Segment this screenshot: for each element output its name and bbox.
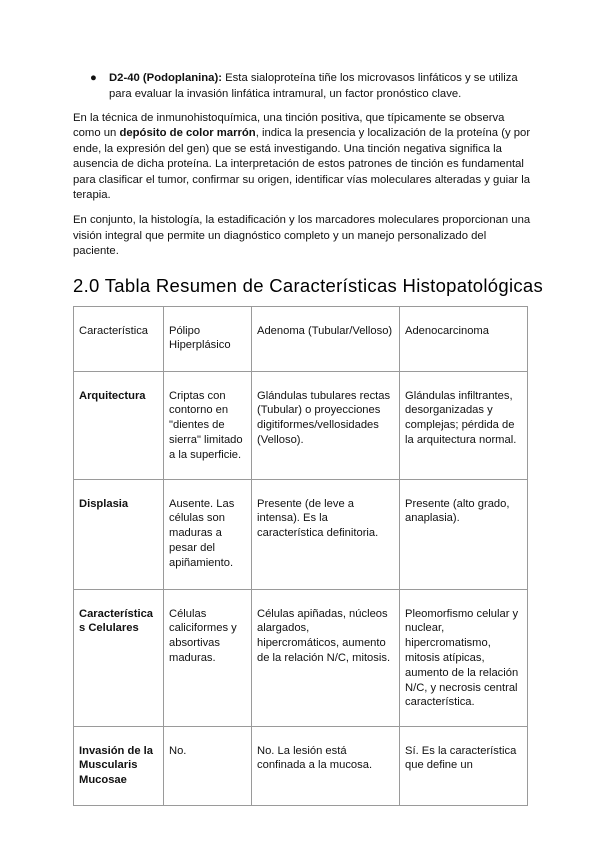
header-cell: Adenocarcinoma <box>400 306 528 371</box>
row-label: Arquitectura <box>74 371 164 479</box>
table-cell: Células apiñadas, núcleos alargados, hipercromáticos, aumento de la relación N/C, mitosis. <box>252 589 400 726</box>
row-label: Invasión de la Muscularis Mucosae <box>74 726 164 805</box>
paragraph-bold: depósito de color marrón <box>119 127 256 140</box>
bullet-term: D2-40 (Podoplanina): <box>109 72 222 84</box>
summary-table <box>73 306 528 806</box>
table-cell: Sí. Es la característica que define un <box>400 726 528 805</box>
bullet-text: Esta sialoproteína tiñe los microvasos linfáticos y se utiliza para evaluar la invasión linfática intramural, un factor pronóstico clave. <box>109 72 518 100</box>
table-cell: Ausente. Las células son maduras a pesar del apiñamiento. <box>164 479 252 589</box>
header-cell: Característica <box>74 306 164 371</box>
bullet-item-d2-40 <box>90 70 525 102</box>
paragraph-conclusion: En conjunto, la histología, la estadificación y los marcadores moleculares proporcionan una visión integral que permite un diagnóstico completo y un manejo personalizado del paciente. <box>73 214 531 258</box>
header-cell: Adenoma (Tubular/Velloso) <box>252 306 400 371</box>
table-header-row <box>74 306 528 371</box>
table-row <box>74 589 528 726</box>
row-label: Características Celulares <box>74 589 164 726</box>
table-cell: No. <box>164 726 252 805</box>
paragraph-text: En la técnica de inmunohistoquímica, una tinción positiva, que típicamente se observa como un <box>73 112 505 140</box>
paragraph-ihq <box>73 111 533 203</box>
table-cell: Presente (alto grado, anaplasia). <box>400 479 528 589</box>
table-row <box>74 479 528 589</box>
header-cell: Pólipo Hiperplásico <box>164 306 252 371</box>
table-cell: Pleomorfismo celular y nuclear, hipercromatismo, mitosis atípicas, aumento de la relación N/C, y necrosis central característica. <box>400 589 528 726</box>
table-cell: Presente (de leve a intensa). Es la característica definitoria. <box>252 479 400 589</box>
table-row <box>74 726 528 805</box>
paragraph-text: , indica la presencia y localización de la proteína (y por ende, la expresión del gen) que se está investigando. Una tinción negativa significa la ausencia de dicha proteína. La interpretación de estos patrones de tinción es fundamental para clasificar el tumor, confirmar su origen, identificar vías moleculares alteradas y guiar la terapia. <box>73 127 531 202</box>
table-cell: No. La lesión está confinada a la mucosa. <box>252 726 400 805</box>
table-cell: Células caliciformes y absortivas maduras. <box>164 589 252 726</box>
section-heading: 2.0 Tabla Resumen de Características Histopatológicas <box>73 274 544 296</box>
table-cell: Glándulas infiltrantes, desorganizadas y complejas; pérdida de la arquitectura normal. <box>400 371 528 479</box>
table-row <box>74 371 528 479</box>
table-cell: Criptas con contorno en "dientes de sierra" limitado a la superficie. <box>164 371 252 479</box>
table-cell: Glándulas tubulares rectas (Tubular) o proyecciones digitiformes/vellosidades (Velloso). <box>252 371 400 479</box>
bullet-icon: ● <box>90 72 97 84</box>
row-label: Displasia <box>74 479 164 589</box>
